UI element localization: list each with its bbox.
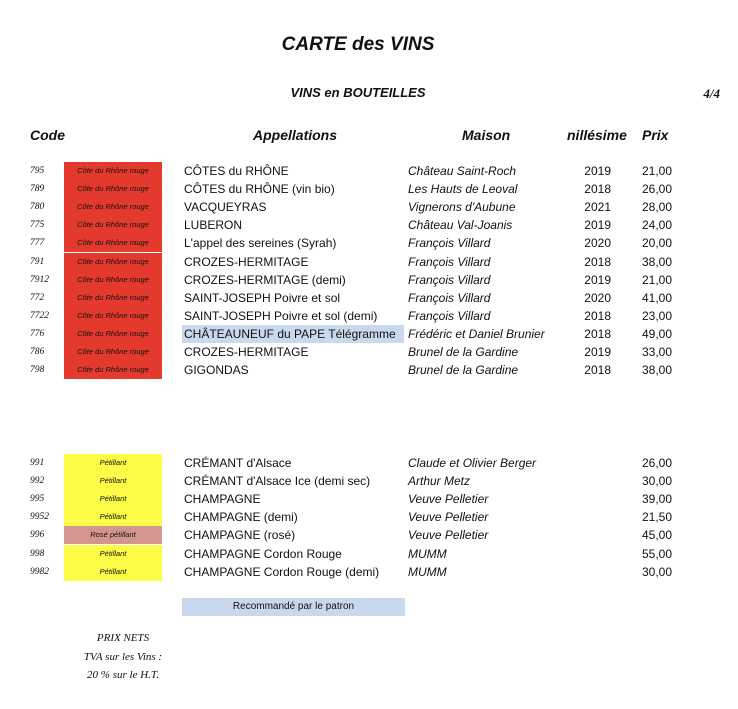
wine-code: 9952 <box>30 512 49 523</box>
wine-millesime: 2019 <box>584 164 611 178</box>
wine-millesime: 2018 <box>584 363 611 378</box>
category-badge: Côte du Rhône rouge <box>64 289 162 307</box>
table-row <box>0 289 738 307</box>
wine-price: 30,00 <box>641 564 672 579</box>
wine-maison: MUMM <box>408 546 447 561</box>
table-row <box>0 490 738 508</box>
table-row <box>0 180 738 198</box>
wine-appellation: CHAMPAGNE Cordon Rouge <box>184 546 342 561</box>
wine-code: 789 <box>30 184 45 195</box>
wine-appellation: CROZES-HERMITAGE <box>184 254 309 269</box>
header-appellations: Appellations <box>253 127 338 143</box>
table-row <box>0 361 738 379</box>
wine-price: 45,00 <box>641 528 672 543</box>
wine-price: 21,00 <box>641 272 672 287</box>
table-row <box>0 234 738 252</box>
wine-price: 39,00 <box>641 492 672 507</box>
table-row <box>0 563 738 581</box>
wine-price: 26,00 <box>641 182 672 197</box>
wine-maison: Veuve Pelletier <box>408 528 489 543</box>
wine-code: 798 <box>30 365 45 376</box>
table-row <box>0 198 738 216</box>
wine-code: 7912 <box>30 274 49 285</box>
wine-price: 38,00 <box>641 254 672 269</box>
category-badge: Côte du Rhône rouge <box>64 271 162 289</box>
category-badge: Pétillant <box>64 454 162 472</box>
wine-maison: François Villard <box>408 308 491 323</box>
category-badge: Pétillant <box>64 508 162 526</box>
wine-appellation: SAINT-JOSEPH Poivre et sol <box>184 290 341 305</box>
wine-maison: Brunel de la Gardine <box>408 363 519 378</box>
wine-appellation: VACQUEYRAS <box>184 200 267 215</box>
wine-appellation: LUBERON <box>184 218 243 233</box>
wine-price: 21,50 <box>641 510 672 525</box>
wine-millesime: 2018 <box>584 254 611 269</box>
header-prix: Prix <box>642 127 669 143</box>
wine-code: 992 <box>30 476 45 487</box>
wine-code: 9982 <box>30 566 49 577</box>
wine-price: 23,00 <box>641 308 672 323</box>
category-badge: Côte du Rhône rouge <box>64 361 162 379</box>
wine-maison: Veuve Pelletier <box>408 510 489 525</box>
category-badge: Rosé pétillant <box>64 526 162 544</box>
wine-maison: Arthur Metz <box>408 474 471 489</box>
wine-maison: François Villard <box>408 236 491 251</box>
section-subtitle: VINS en BOUTEILLES <box>290 85 426 100</box>
header-millesime: nillésime <box>567 127 627 143</box>
category-badge: Côte du Rhône rouge <box>64 307 162 325</box>
category-badge: Côte du Rhône rouge <box>64 234 162 252</box>
table-row <box>0 271 738 289</box>
wine-maison: Vignerons d'Aubune <box>408 200 516 215</box>
table-row <box>0 162 738 180</box>
category-badge: Pétillant <box>64 563 162 581</box>
wine-maison: François Villard <box>408 254 491 269</box>
table-row <box>0 472 738 490</box>
table-row <box>0 526 738 544</box>
wine-price: 20,00 <box>641 236 672 251</box>
wine-appellation: CHAMPAGNE Cordon Rouge (demi) <box>184 564 380 579</box>
wine-appellation: SAINT-JOSEPH Poivre et sol (demi) <box>184 308 378 323</box>
wine-price: 55,00 <box>641 546 672 561</box>
table-row <box>0 325 738 343</box>
wine-price: 28,00 <box>641 200 672 215</box>
wine-price: 49,00 <box>641 326 672 341</box>
wine-maison: François Villard <box>408 290 491 305</box>
category-badge: Côte du Rhône rouge <box>64 180 162 198</box>
wine-millesime: 2018 <box>584 182 611 197</box>
category-badge: Pétillant <box>64 490 162 508</box>
wine-appellation: CÔTES du RHÔNE (vin bio) <box>184 182 335 197</box>
wine-code: 772 <box>30 292 45 303</box>
table-row <box>0 216 738 234</box>
wine-millesime: 2020 <box>584 290 611 305</box>
header-code: Code <box>30 127 65 143</box>
wine-price: 26,00 <box>641 456 672 470</box>
wine-appellation: CRÉMANT d'Alsace <box>184 456 292 470</box>
wine-code: 996 <box>30 530 45 541</box>
note-tva: TVA sur les Vins : <box>83 651 163 663</box>
table-row <box>0 343 738 361</box>
wine-code: 995 <box>30 494 45 505</box>
table-row <box>0 454 738 472</box>
wine-maison: Château Val-Joanis <box>408 218 513 233</box>
category-badge: Côte du Rhône rouge <box>64 198 162 216</box>
wine-appellation: CRÉMANT d'Alsace Ice (demi sec) <box>184 474 371 489</box>
wine-price: 30,00 <box>641 474 672 489</box>
recommended-legend: Recommandé par le patron <box>182 598 405 616</box>
category-badge: Pétillant <box>64 545 162 563</box>
category-badge: Côte du Rhône rouge <box>64 325 162 343</box>
wine-code: 991 <box>30 458 45 468</box>
wine-millesime: 2018 <box>584 308 611 323</box>
wine-appellation: CROZES-HERMITAGE <box>184 345 309 359</box>
category-badge: Côte du Rhône rouge <box>64 253 162 271</box>
wine-maison: Brunel de la Gardine <box>408 345 519 359</box>
category-badge: Côte du Rhône rouge <box>64 162 162 180</box>
wine-maison: François Villard <box>408 272 491 287</box>
wine-code: 775 <box>30 220 45 231</box>
table-row <box>0 508 738 526</box>
wine-price: 24,00 <box>641 218 672 233</box>
wine-code: 777 <box>30 238 45 249</box>
table-row <box>0 253 738 271</box>
note-tva-rate: 20 % sur le H.T. <box>87 669 159 681</box>
wine-millesime: 2019 <box>584 345 611 359</box>
wine-code: 776 <box>30 328 45 339</box>
category-badge: Pétillant <box>64 472 162 490</box>
category-badge: Côte du Rhône rouge <box>64 343 162 361</box>
wine-maison: Frédéric et Daniel Brunier <box>408 326 545 341</box>
wine-appellation: L'appel des sereines (Syrah) <box>184 236 337 251</box>
table-row <box>0 307 738 325</box>
wine-maison: Veuve Pelletier <box>408 492 489 507</box>
wine-maison: Château Saint-Roch <box>408 164 517 178</box>
wine-appellation: CHAMPAGNE <box>184 492 261 507</box>
wine-millesime: 2021 <box>584 200 611 215</box>
wine-price: 38,00 <box>641 363 672 378</box>
wine-code: 791 <box>30 256 45 267</box>
note-prix-nets: PRIX NETS <box>96 632 150 644</box>
wine-appellation: CÔTES du RHÔNE <box>184 164 289 178</box>
category-badge: Côte du Rhône rouge <box>64 216 162 234</box>
wine-code: 998 <box>30 548 45 559</box>
wine-maison: Les Hauts de Leoval <box>408 182 518 197</box>
wine-code: 7722 <box>30 310 49 321</box>
table-row <box>0 545 738 563</box>
header-maison: Maison <box>462 127 511 143</box>
wine-millesime: 2020 <box>584 236 611 251</box>
wine-maison: Claude et Olivier Berger <box>408 456 537 470</box>
wine-appellation: CHÂTEAUNEUF du PAPE Télégramme <box>184 326 396 341</box>
wine-appellation: GIGONDAS <box>184 363 249 378</box>
wine-price: 21,00 <box>641 164 672 178</box>
wine-appellation: CHAMPAGNE (rosé) <box>184 528 296 543</box>
wine-appellation: CROZES-HERMITAGE (demi) <box>184 272 346 287</box>
wine-millesime: 2018 <box>584 326 611 341</box>
page-number: 4/4 <box>703 86 720 101</box>
wine-price: 41,00 <box>641 290 672 305</box>
wine-millesime: 2019 <box>584 218 611 233</box>
page-title: CARTE des VINS <box>281 34 435 55</box>
wine-price: 33,00 <box>641 345 672 359</box>
wine-code: 780 <box>30 202 45 213</box>
wine-maison: MUMM <box>408 564 447 579</box>
wine-code: 795 <box>30 166 45 176</box>
wine-appellation: CHAMPAGNE (demi) <box>184 510 298 525</box>
wine-code: 786 <box>30 347 45 357</box>
wine-millesime: 2019 <box>584 272 611 287</box>
